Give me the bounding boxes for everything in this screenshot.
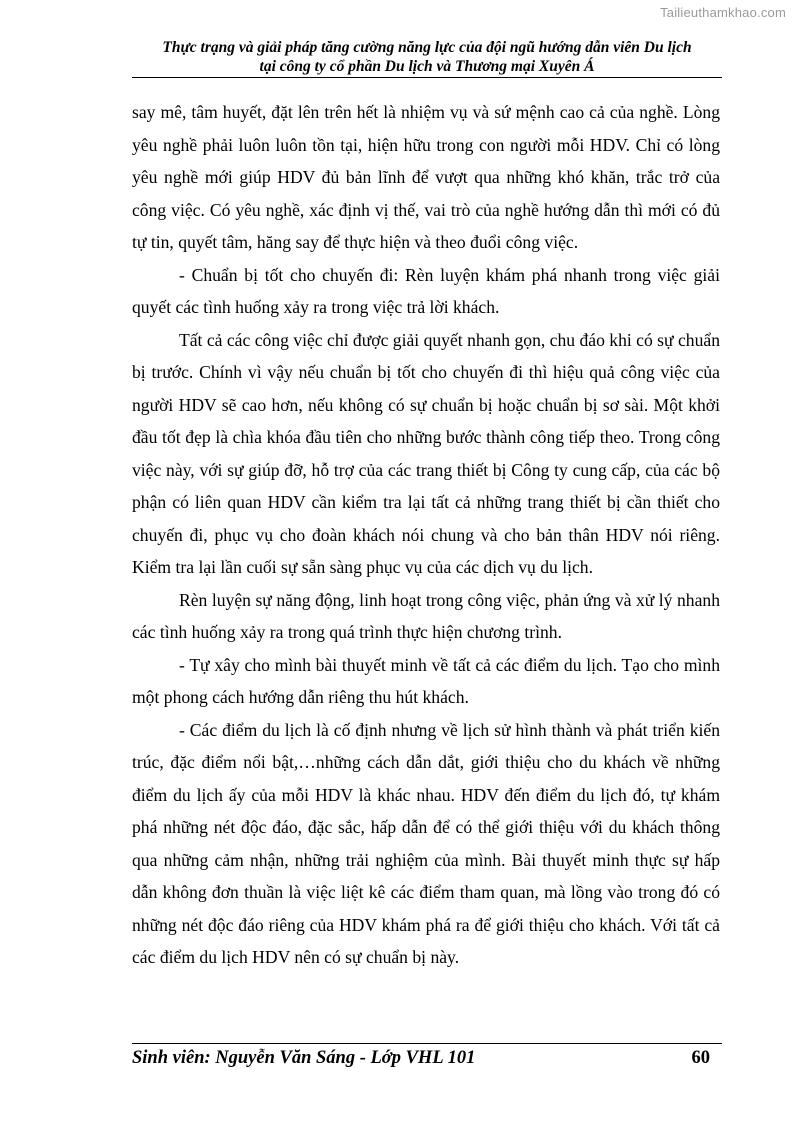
student-info: Sinh viên: Nguyễn Văn Sáng - Lớp VHL 101 — [132, 1048, 476, 1068]
paragraph-1: say mê, tâm huyết, đặt lên trên hết là nhiệm vụ và sứ mệnh cao cả của nghề. Lòng yêu nghề phải luôn luôn tồn tại, hiện hữu trong con người mỗi HDV. Chỉ có lòng yêu nghề mới giúp HDV đủ bản lĩnh để vượt qua những khó khăn, trắc trở của công việc. Có yêu nghề, xác định vị thế, vai trò của nghề hướng dẫn thì mới có đủ tự tin, quyết tâm, hăng say để thực hiện và theo đuổi công việc. — [132, 102, 720, 252]
header-line-2: tại công ty cổ phần Du lịch và Thương mại Xuyên Á — [259, 58, 595, 75]
header-divider — [132, 77, 722, 78]
paragraph-2: - Chuẩn bị tốt cho chuyến đi: Rèn luyện khám phá nhanh trong việc giải quyết các tình huống xảy ra trong việc trả lời khách. — [132, 264, 720, 317]
running-header — [132, 38, 722, 76]
paragraph-5: - Tự xây cho mình bài thuyết minh về tất cả các điểm du lịch. Tạo cho mình một phong cách hướng dẫn riêng thu hút khách. — [132, 654, 720, 707]
watermark-text: Tailieuthamkhao.com — [660, 5, 786, 20]
paragraph-4: Rèn luyện sự năng động, linh hoạt trong công việc, phản ứng và xử lý nhanh các tình huống xảy ra trong quá trình thực hiện chương trình. — [132, 589, 720, 642]
page-body — [132, 96, 720, 974]
header-line-1: Thực trạng và giải pháp tăng cường năng lực của đội ngũ hướng dẫn viên Du lịch — [162, 39, 692, 56]
page-footer — [132, 1046, 710, 1070]
paragraph-6: - Các điểm du lịch là cố định nhưng về lịch sử hình thành và phát triển kiến trúc, đặc điểm nổi bật,…những cách dẫn dắt, giới thiệu cho du khách về những điểm du lịch ấy của mỗi HDV là khác nhau. HDV đến điểm du lịch đó, tự khám phá những nét độc đáo, đặc sắc, hấp dẫn để có thể giới thiệu với du khách thông qua những cảm nhận, những trải nghiệm của mình. Bài thuyết minh thực sự hấp dẫn không đơn thuần là việc liệt kê các điểm tham quan, mà lồng vào trong đó có những nét độc đáo riêng của HDV khám phá ra để giới thiệu cho khách. Với tất cả các điểm du lịch HDV nên có sự chuẩn bị này. — [132, 719, 720, 967]
page-number: 60 — [691, 1048, 710, 1068]
paragraph-3: Tất cả các công việc chỉ được giải quyết nhanh gọn, chu đáo khi có sự chuẩn bị trước. Chính vì vậy nếu chuẩn bị tốt cho chuyến đi thì hiệu quả công việc của người HDV sẽ cao hơn, nếu không có sự chuẩn bị hoặc chuẩn bị sơ sài. Một khởi đầu tốt đẹp là chìa khóa đầu tiên cho những bước thành công tiếp theo. Trong công việc này, với sự giúp đỡ, hỗ trợ của các trang thiết bị Công ty cung cấp, của các bộ phận có liên quan HDV cần kiểm tra lại tất cả những trang thiết bị cần thiết cho chuyến đi, phục vụ cho đoàn khách nói chung và cho bản thân HDV nói riêng. Kiểm tra lại lần cuối sự sẵn sàng phục vụ của các dịch vụ du lịch. — [132, 329, 720, 577]
footer-divider — [132, 1043, 722, 1044]
